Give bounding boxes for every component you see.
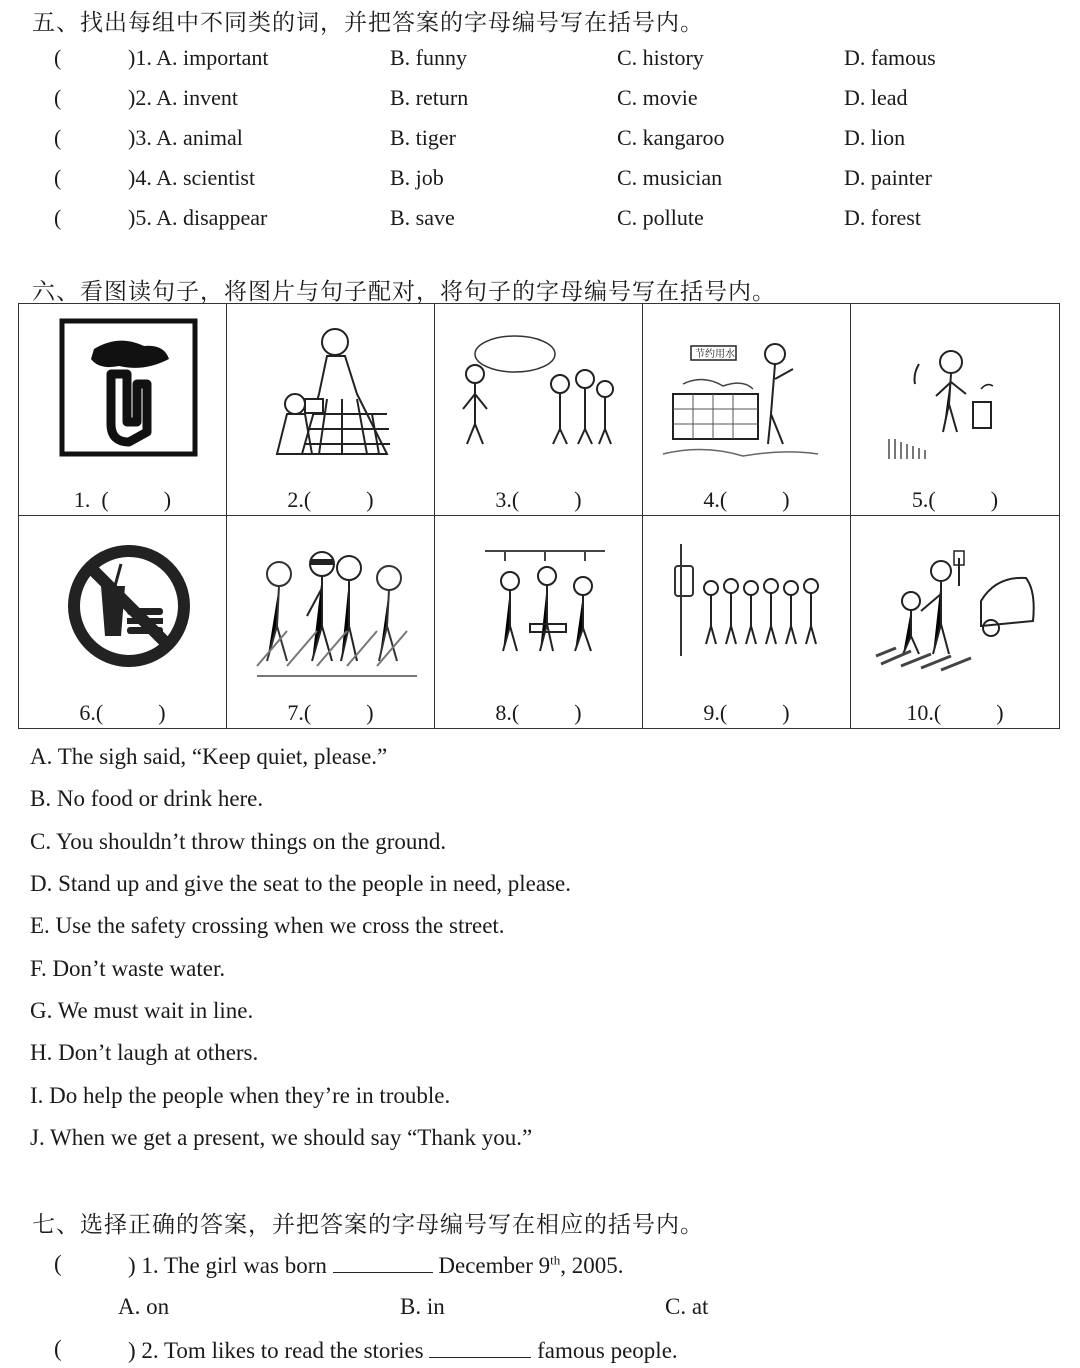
question-1-stem: ) 1. The girl was born: [128, 1253, 327, 1278]
picture-cell-7: [227, 516, 435, 728]
fill-blank[interactable]: [429, 1336, 531, 1358]
option-d: D. lion: [844, 125, 906, 150]
sentence-i: I. Do help the people when they’re in trouble.: [30, 1083, 451, 1108]
answer-paren[interactable]: (: [54, 1336, 62, 1361]
picture-label-1[interactable]: 1. ( ): [73, 487, 172, 512]
picture-cell-2: [227, 304, 435, 516]
picture-label-6[interactable]: 6.( ): [79, 700, 166, 725]
question-row-1: [0, 45, 1080, 77]
picture-label-4[interactable]: 4.( ): [703, 487, 790, 512]
no-food-drink-sign-icon: [19, 516, 226, 728]
picture-label-5[interactable]: 5.( ): [911, 487, 999, 512]
question-row-2: [0, 85, 1080, 117]
answer-paren[interactable]: (: [54, 85, 62, 110]
answer-paren[interactable]: (: [54, 45, 62, 70]
answer-paren[interactable]: (: [54, 165, 62, 190]
option-a: )3. A. animal: [128, 125, 243, 150]
picture-cell-8: [435, 516, 643, 728]
picture-label-10[interactable]: 10.( ): [906, 700, 1004, 725]
picture-label-2[interactable]: 2.( ): [287, 487, 374, 512]
option-c: C. kangaroo: [617, 125, 725, 150]
picture-cell-6: [19, 516, 227, 728]
picture-cell-9: [643, 516, 851, 728]
question-1-year: , 2005.: [560, 1253, 624, 1278]
helping-blind-person-icon: [227, 516, 434, 728]
picture-cell-3: [435, 304, 643, 516]
fill-blank[interactable]: [333, 1251, 433, 1273]
waiting-in-line-icon: [643, 516, 850, 728]
option-b: B. tiger: [390, 125, 456, 150]
child-gives-present-icon: [227, 304, 434, 516]
superscript-th: th: [550, 1252, 561, 1268]
sentence-d: D. Stand up and give the seat to the people in need, please.: [30, 871, 571, 896]
answer-paren[interactable]: (: [54, 205, 62, 230]
question-row-3: [0, 125, 1080, 157]
question-row-4: [0, 165, 1080, 197]
option-d: D. famous: [844, 45, 936, 70]
option-a: )2. A. invent: [128, 85, 238, 110]
sentence-f: F. Don’t waste water.: [30, 956, 226, 981]
option-a: )1. A. important: [128, 45, 269, 70]
give-up-seat-icon: [435, 516, 642, 728]
answer-paren[interactable]: (: [54, 1251, 62, 1276]
section5-title: 五、找出每组中不同类的词，并把答案的字母编号写在括号内。: [32, 10, 704, 36]
option-a: )4. A. scientist: [128, 165, 256, 190]
mc-question-2: [128, 1336, 678, 1364]
option-b: B. job: [390, 165, 444, 190]
picture-label-8[interactable]: 8.( ): [495, 700, 582, 725]
picture-cell-10: [851, 516, 1059, 728]
sentence-j: J. When we get a present, we should say “Thank you.”: [30, 1125, 533, 1150]
sentence-c: C. You shouldn’t throw things on the ground.: [30, 829, 447, 854]
mc-option-b[interactable]: B. in: [400, 1294, 445, 1319]
sentence-h: H. Don’t laugh at others.: [30, 1040, 259, 1065]
option-c: C. history: [617, 45, 704, 70]
picture-grid: [18, 303, 1060, 729]
option-b: B. return: [390, 85, 469, 110]
sign-text: 节约用水: [695, 349, 735, 360]
option-d: D. painter: [844, 165, 932, 190]
section7-title: 七、选择正确的答案，并把答案的字母编号写在相应的括号内。: [32, 1212, 704, 1238]
sentence-b: B. No food or drink here.: [30, 786, 264, 811]
question-1-date: December 9: [438, 1253, 551, 1278]
picture-cell-1: [19, 304, 227, 516]
wasting-water-icon: [643, 304, 850, 516]
picture-cell-4: [643, 304, 851, 516]
picture-label-3[interactable]: 3.( ): [495, 487, 582, 512]
sentence-a: A. The sigh said, “Keep quiet, please.”: [30, 744, 388, 769]
option-c: C. musician: [617, 165, 723, 190]
option-b: B. funny: [390, 45, 467, 70]
keep-quiet-sign-icon: [19, 304, 226, 516]
laughing-at-others-icon: [435, 304, 642, 516]
option-b: B. save: [390, 205, 455, 230]
mc-option-c[interactable]: C. at: [665, 1294, 709, 1319]
option-c: C. pollute: [617, 205, 704, 230]
option-c: C. movie: [617, 85, 698, 110]
picture-label-7[interactable]: 7.( ): [287, 700, 374, 725]
question-2-end: famous people.: [537, 1338, 678, 1363]
question-2-stem: ) 2. Tom likes to read the stories: [128, 1338, 424, 1363]
sentence-e: E. Use the safety crossing when we cross the street.: [30, 913, 505, 938]
mc-question-1: [128, 1251, 624, 1279]
question-row-5: [0, 205, 1080, 237]
sentence-g: G. We must wait in line.: [30, 998, 254, 1023]
littering-icon: [851, 304, 1058, 516]
option-a: )5. A. disappear: [128, 205, 268, 230]
option-d: D. lead: [844, 85, 908, 110]
section6-title: 六、看图读句子，将图片与句子配对，将句子的字母编号写在括号内。: [32, 279, 776, 305]
picture-label-9[interactable]: 9.( ): [703, 700, 790, 725]
safety-crossing-icon: [851, 516, 1058, 728]
mc-option-a[interactable]: A. on: [118, 1294, 170, 1319]
picture-cell-5: [851, 304, 1059, 516]
answer-paren[interactable]: (: [54, 125, 62, 150]
option-d: D. forest: [844, 205, 921, 230]
